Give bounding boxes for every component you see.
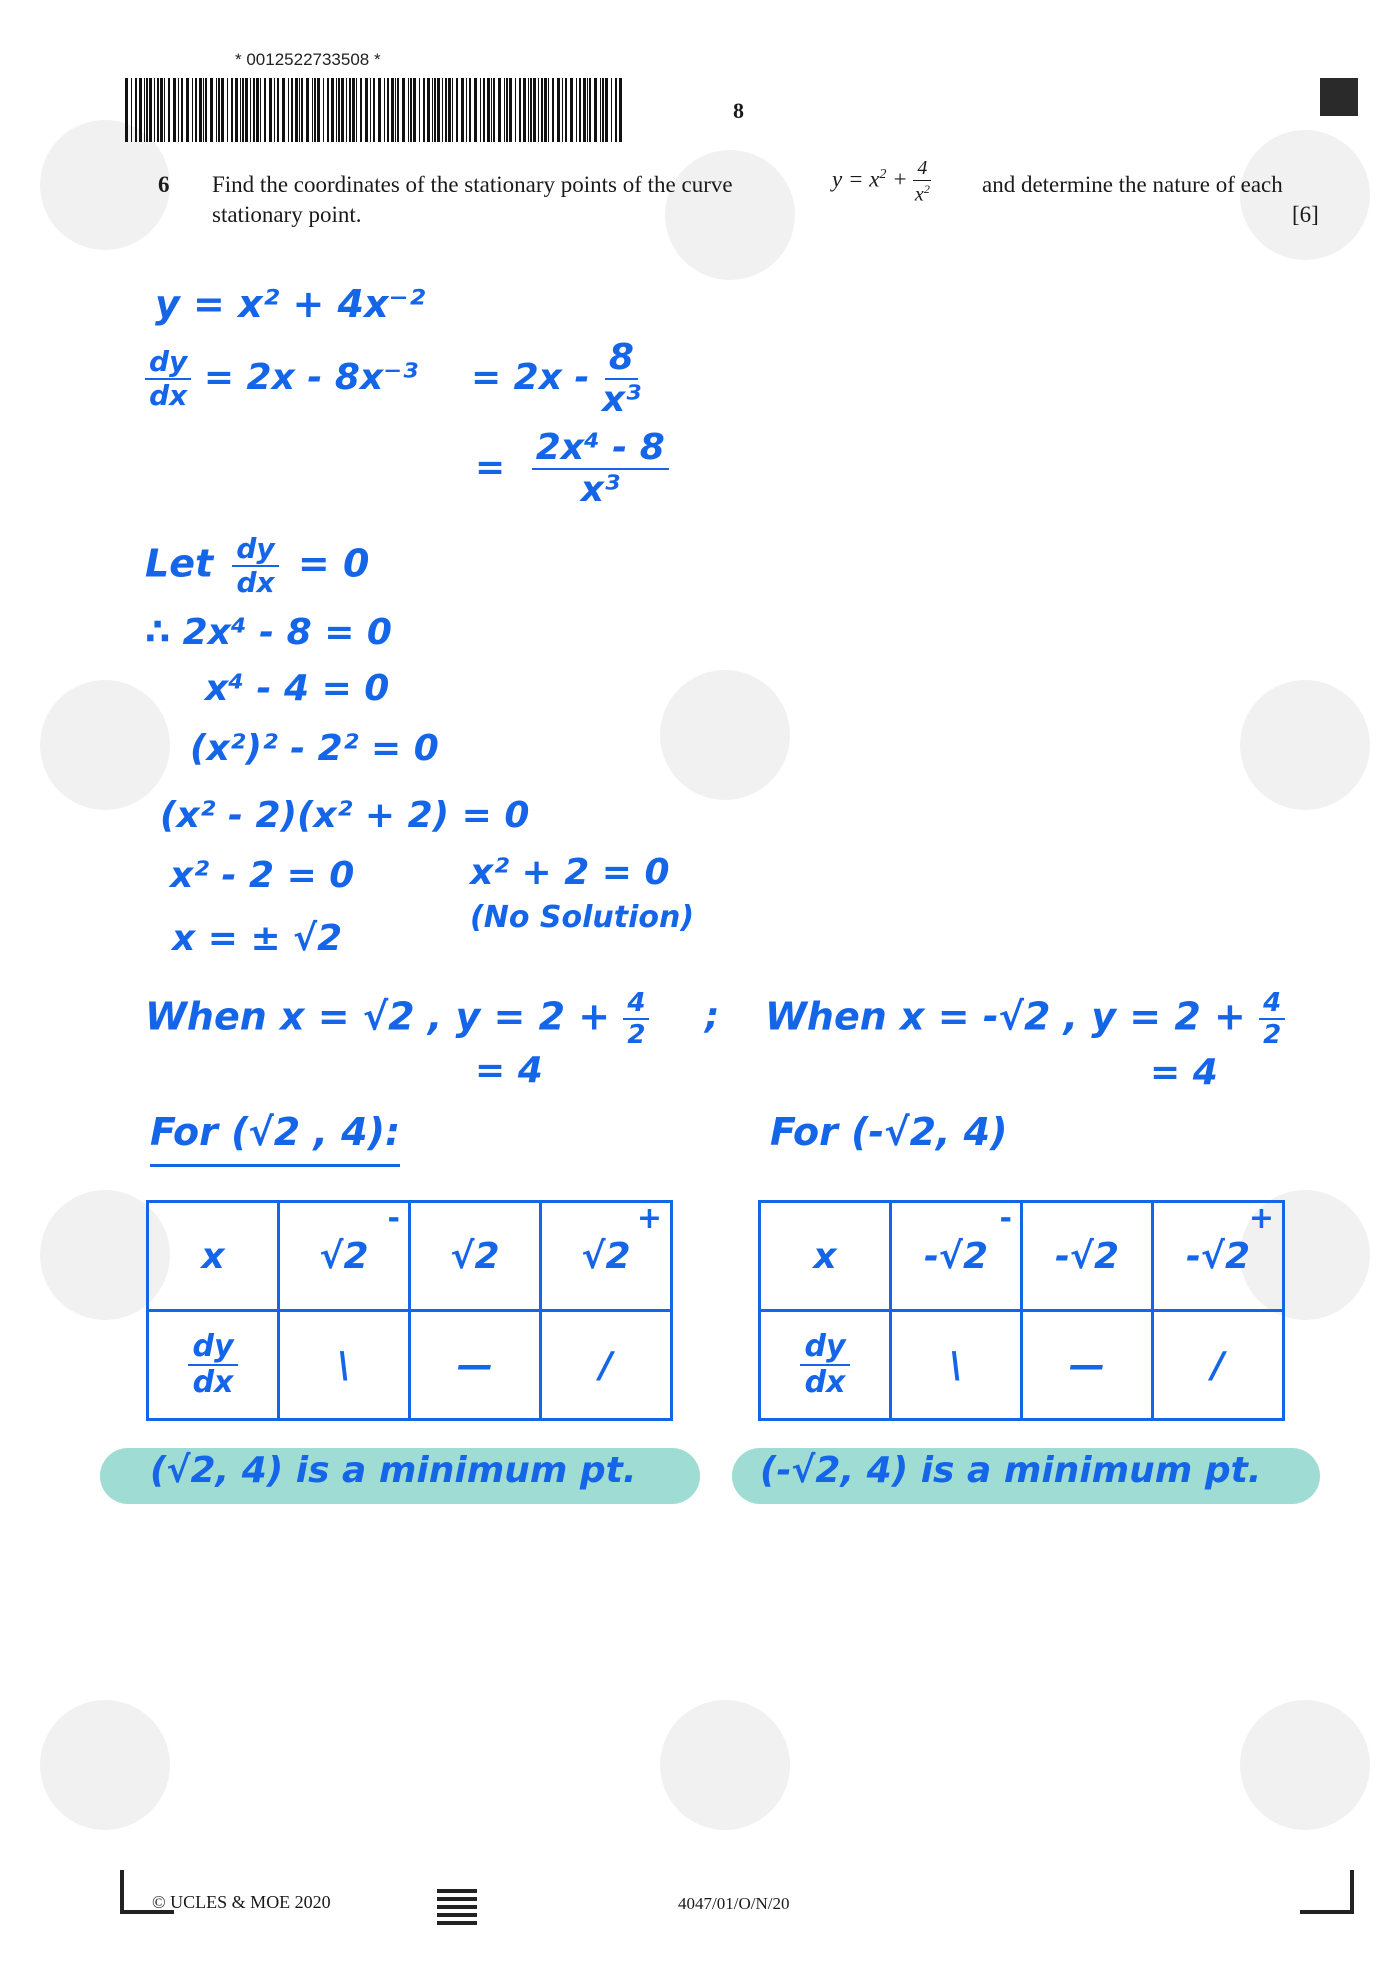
work-line-3 [475,427,669,510]
equation-exp: 2 [879,165,887,181]
when-negative: When x = -√2 , y = 2 + [765,994,1246,1039]
table-b-cell-x: x [760,1202,891,1311]
work-line-10b: (No Solution) [470,900,695,935]
table-a-dydx: $\frac{dy}{dx}$ [148,1311,279,1420]
derivative-eq: = 2x - [470,357,590,398]
eq-sign: = [475,447,506,488]
work-line-8: (x² - 2)(x² + 2) = 0 [160,795,530,836]
when-positive: When x = √2 , y = 2 + [145,994,611,1039]
question-text-start: Find the coordinates of the stationary points of the curve [212,172,733,197]
serial-number: * 0012522733508 * [235,50,381,69]
qr-code [437,1885,477,1925]
equation-lhs: y = x [832,166,880,192]
work-line-11b [765,990,1285,1048]
table-a-cell-mid: √2 [410,1202,541,1311]
sign-table-a [146,1200,673,1421]
work-line-7: (x²)² - 2² = 0 [190,728,439,769]
work-line-11a-result: = 4 [475,1050,543,1091]
table-a-cell-right: √2 + [541,1202,672,1311]
conclusion-b: (-√2, 4) is a minimum pt. [760,1450,1262,1491]
derivative-fraction: $\frac{8}{\text{x³}}$ [601,337,641,420]
watermark-logo [660,670,790,800]
work-line-9b: x² + 2 = 0 [470,852,670,893]
conclusion-a: (√2, 4) is a minimum pt. [150,1450,637,1491]
table-a-slope-positive: / [541,1311,672,1420]
table-a-slope-negative: \ [279,1311,410,1420]
work-line-11b-result: = 4 [1150,1052,1218,1093]
footer-copyright: © UCLES & MOE 2020 [152,1892,331,1912]
work-line-10a: x = ± √2 [172,918,343,959]
table-b-dydx: $\frac{dy}{dx}$ [760,1311,891,1420]
let-derivative: $\frac{dy}{dx}$ [232,535,278,597]
sign-table-b [758,1200,1285,1421]
corner-marker [1320,78,1358,116]
page-number: 8 [733,98,744,123]
table-b-slope-zero: — [1022,1311,1153,1420]
watermark-logo [40,1700,170,1830]
equation-fraction [913,158,931,205]
work-line-4 [145,532,370,599]
table-a-cell-x: x [148,1202,279,1311]
question-marks: [6] [1292,202,1319,227]
table-a-cell-left: √2 - [279,1202,410,1311]
let-text: Let [145,541,214,586]
when-negative-fraction: $\frac{4}{2}$ [1259,990,1285,1048]
watermark-logo [1240,680,1370,810]
work-separator: ; [705,996,720,1037]
watermark-logo [1240,1700,1370,1830]
for-point-b: For (-√2, 4) [770,1110,1008,1154]
work-line-5: ∴ 2x⁴ - 8 = 0 [145,612,392,653]
work-line-11a [145,990,649,1048]
watermark-logo [40,680,170,810]
footer-code: 4047/01/O/N/20 [678,1894,790,1913]
when-positive-fraction: $\frac{4}{2}$ [623,990,649,1048]
table-a-slope-zero: — [410,1311,541,1420]
corner-bracket-right [1300,1870,1354,1914]
equation-den: $x^2$ [914,182,930,206]
table-b-cell-right: -√2 + [1153,1202,1284,1311]
question-text-line2: stationary point. [212,202,362,227]
equation-plus: + [892,166,908,192]
table-b-slope-negative: \ [891,1311,1022,1420]
work-line-2 [145,337,641,420]
work-line-1: y = x² + 4x⁻² [155,282,426,326]
combined-fraction: $\frac{\text{2x⁴ - 8}}{\text{x³}}$ [532,430,669,508]
derivative-expr: = 2x - 8x⁻³ [203,357,418,398]
table-b-slope-positive: / [1153,1311,1284,1420]
watermark-logo [660,1700,790,1830]
watermark-logo [665,150,795,280]
derivative-symbol: $\frac{dy}{dx}$ [145,348,191,410]
equation-num: 4 [913,158,931,181]
let-end: = 0 [297,541,370,586]
for-point-a: For (√2 , 4): [150,1110,400,1167]
barcode [125,78,625,142]
work-line-6: x⁴ - 4 = 0 [205,668,390,709]
table-b-cell-left: -√2 - [891,1202,1022,1311]
question-equation [832,158,931,205]
work-line-9a: x² - 2 = 0 [170,855,355,896]
table-b-cell-mid: -√2 [1022,1202,1153,1311]
question-text-end: and determine the nature of each [982,172,1283,197]
question-number: 6 [158,172,170,197]
